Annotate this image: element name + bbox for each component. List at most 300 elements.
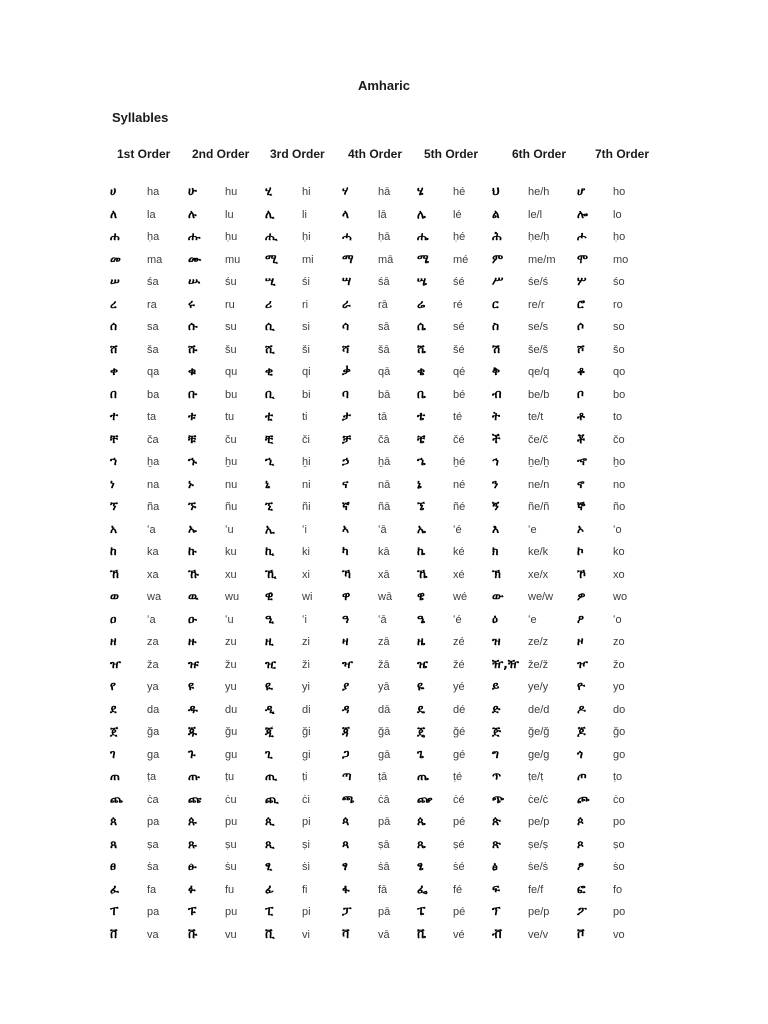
romanization: té bbox=[453, 411, 463, 423]
romanization: ʻé bbox=[453, 523, 462, 536]
syllable-row bbox=[110, 765, 658, 788]
romanization: šu bbox=[225, 343, 237, 356]
ethiopic-glyph: ዳ bbox=[342, 701, 350, 716]
syllable-row bbox=[110, 180, 658, 203]
column-header-2nd-order: 2nd Order bbox=[192, 147, 250, 161]
romanization: ke/k bbox=[528, 546, 549, 558]
romanization: ċe/ċ bbox=[528, 793, 549, 806]
romanization: ʻā bbox=[378, 613, 387, 626]
ethiopic-glyph: ጮ bbox=[577, 791, 590, 806]
ethiopic-glyph: ጹ bbox=[188, 836, 197, 851]
romanization: sa bbox=[147, 321, 159, 333]
ethiopic-glyph: ጱ bbox=[188, 814, 197, 828]
ethiopic-glyph: ጴ bbox=[417, 814, 426, 828]
ethiopic-glyph: ፋ bbox=[342, 881, 350, 896]
romanization: še/š bbox=[528, 343, 549, 356]
romanization: lu bbox=[225, 208, 234, 221]
ethiopic-glyph: ጵ bbox=[492, 814, 501, 828]
ethiopic-glyph: ሼ bbox=[417, 341, 426, 356]
romanization: pu bbox=[225, 816, 238, 828]
ethiopic-glyph: ነ bbox=[110, 476, 115, 491]
ethiopic-glyph: ሣ bbox=[342, 274, 352, 288]
ethiopic-glyph: ዐ bbox=[110, 611, 117, 626]
ethiopic-glyph: ጣ bbox=[342, 769, 352, 783]
romanization: ṡa bbox=[147, 861, 159, 873]
ethiopic-glyph: ሺ bbox=[265, 341, 275, 356]
romanization: sé bbox=[453, 321, 465, 333]
romanization: la bbox=[147, 208, 156, 221]
romanization: si bbox=[302, 321, 310, 333]
romanization: ba bbox=[147, 388, 160, 401]
romanization: ža bbox=[147, 658, 159, 671]
romanization: na bbox=[147, 478, 160, 491]
syllable-row bbox=[110, 878, 658, 901]
romanization: yi bbox=[302, 681, 310, 693]
ethiopic-glyph: ገ bbox=[110, 746, 116, 761]
romanization: zo bbox=[613, 636, 625, 648]
romanization: lo bbox=[613, 208, 622, 221]
ethiopic-glyph: ሖ bbox=[577, 229, 587, 243]
romanization: ñé bbox=[453, 501, 466, 513]
romanization: ṣo bbox=[613, 838, 625, 851]
romanization: ğo bbox=[613, 726, 626, 738]
romanization: xe/x bbox=[528, 568, 549, 581]
ethiopic-glyph: ሢ bbox=[265, 274, 276, 288]
romanization: ṣe/ṣ bbox=[528, 838, 549, 851]
romanization: ku bbox=[225, 546, 237, 558]
romanization: pā bbox=[378, 816, 391, 828]
romanization: ha bbox=[147, 186, 160, 198]
romanization: ċā bbox=[378, 793, 390, 806]
ethiopic-glyph: ሤ bbox=[417, 274, 428, 288]
romanization: tu bbox=[225, 411, 235, 423]
ethiopic-glyph: ቦ bbox=[577, 386, 584, 401]
ethiopic-glyph: ኁ bbox=[188, 454, 197, 468]
romanization: ñi bbox=[302, 501, 311, 513]
ethiopic-glyph: ለ bbox=[110, 206, 118, 221]
ethiopic-glyph: ፖ bbox=[577, 904, 587, 918]
romanization: zi bbox=[302, 636, 310, 648]
ethiopic-glyph: ል bbox=[492, 206, 500, 221]
romanization: ẖu bbox=[225, 456, 238, 468]
romanization: wa bbox=[147, 591, 162, 603]
ethiopic-glyph: ዊ bbox=[265, 589, 274, 603]
romanization: ẖi bbox=[302, 456, 311, 468]
ethiopic-glyph: ዝ bbox=[492, 634, 501, 648]
romanization: ʻo bbox=[613, 613, 622, 626]
ethiopic-glyph: ፂ bbox=[265, 859, 273, 873]
ethiopic-glyph: ሑ bbox=[188, 229, 201, 243]
ethiopic-glyph: ዔ bbox=[417, 611, 426, 626]
ethiopic-glyph: ዕ bbox=[492, 611, 498, 626]
romanization: ċa bbox=[147, 793, 159, 806]
romanization: ʻo bbox=[613, 523, 622, 536]
ethiopic-glyph: ጲ bbox=[265, 814, 275, 828]
romanization: za bbox=[147, 636, 159, 648]
ethiopic-glyph: ሓ bbox=[342, 229, 352, 243]
ethiopic-glyph: ይ bbox=[492, 679, 500, 693]
syllable-row bbox=[110, 428, 658, 451]
ethiopic-glyph: ጋ bbox=[342, 746, 350, 761]
ethiopic-glyph: ጼ bbox=[417, 836, 426, 851]
syllable-row bbox=[110, 855, 658, 878]
ethiopic-glyph: ግ bbox=[492, 746, 499, 761]
ethiopic-glyph: ሊ bbox=[265, 206, 275, 221]
ethiopic-glyph: ፐ bbox=[110, 904, 119, 918]
ethiopic-glyph: ሄ bbox=[417, 184, 424, 198]
column-header-7th-order: 7th Order bbox=[595, 147, 650, 161]
romanization: śu bbox=[225, 276, 237, 288]
ethiopic-glyph: ዬ bbox=[417, 679, 425, 693]
romanization: hu bbox=[225, 186, 238, 198]
syllable-row bbox=[110, 675, 658, 698]
romanization: qé bbox=[453, 366, 466, 378]
ethiopic-glyph: ት bbox=[492, 409, 501, 423]
ethiopic-glyph: ቡ bbox=[188, 386, 198, 401]
ethiopic-glyph: ራ bbox=[342, 296, 351, 311]
syllable-row bbox=[110, 270, 658, 293]
romanization: žā bbox=[378, 658, 390, 671]
romanization: vi bbox=[302, 928, 310, 941]
ethiopic-glyph: ፍ bbox=[492, 881, 500, 896]
ethiopic-glyph: ቆ bbox=[577, 364, 586, 378]
ethiopic-glyph: ሒ bbox=[265, 229, 278, 243]
romanization: te/t bbox=[528, 411, 544, 423]
ethiopic-glyph: ኻ bbox=[342, 566, 351, 581]
romanization: ḥu bbox=[225, 231, 238, 243]
romanization: ḥi bbox=[302, 231, 311, 243]
ethiopic-glyph: ሥ bbox=[492, 274, 504, 288]
ethiopic-glyph: ኮ bbox=[577, 544, 584, 558]
syllable-row bbox=[110, 540, 658, 563]
syllable-row bbox=[110, 383, 658, 406]
romanization: dā bbox=[378, 703, 391, 716]
romanization: gé bbox=[453, 748, 466, 761]
ethiopic-glyph: ሲ bbox=[265, 319, 275, 333]
romanization: ñe/ñ bbox=[528, 501, 550, 513]
romanization: ge/g bbox=[528, 748, 550, 761]
ethiopic-glyph: ኂ bbox=[265, 454, 275, 468]
ethiopic-glyph: አ bbox=[110, 521, 118, 536]
syllable-row bbox=[110, 900, 658, 923]
ethiopic-glyph: ቶ bbox=[577, 409, 585, 423]
romanization: ki bbox=[302, 546, 310, 558]
ethiopic-glyph: ፒ bbox=[265, 904, 274, 918]
ethiopic-glyph: ሔ bbox=[417, 229, 429, 243]
romanization: ṣu bbox=[225, 838, 237, 851]
romanization: go bbox=[613, 748, 626, 761]
romanization: qa bbox=[147, 366, 160, 378]
ethiopic-glyph: ዋ bbox=[342, 589, 351, 603]
ethiopic-glyph: ቄ bbox=[417, 364, 426, 378]
ethiopic-glyph: ኛ bbox=[342, 499, 350, 513]
ethiopic-glyph: ዉ bbox=[188, 589, 199, 603]
syllable-row bbox=[110, 608, 658, 631]
romanization: ċé bbox=[453, 793, 465, 806]
ethiopic-glyph: ጺ bbox=[265, 836, 275, 851]
syllable-row bbox=[110, 248, 658, 271]
ethiopic-glyph: ደ bbox=[110, 701, 117, 716]
ethiopic-glyph: ዞ bbox=[577, 634, 584, 648]
romanization: šo bbox=[613, 343, 625, 356]
ethiopic-glyph: ጭ bbox=[492, 791, 505, 806]
romanization: mé bbox=[453, 253, 469, 266]
ethiopic-glyph: ን bbox=[492, 476, 499, 491]
romanization: ké bbox=[453, 546, 465, 558]
ethiopic-glyph: ኄ bbox=[417, 454, 426, 468]
ethiopic-glyph: ዎ bbox=[577, 589, 586, 603]
romanization: de/d bbox=[528, 703, 550, 716]
romanization: če/č bbox=[528, 433, 549, 446]
ethiopic-glyph: ፌ bbox=[417, 881, 428, 896]
romanization: ka bbox=[147, 546, 159, 558]
ethiopic-glyph: ባ bbox=[342, 386, 349, 401]
romanization: ċu bbox=[225, 793, 237, 806]
ethiopic-glyph: ኾ bbox=[577, 566, 586, 581]
ethiopic-glyph: ጂ bbox=[265, 724, 274, 738]
romanization: no bbox=[613, 478, 626, 491]
ethiopic-glyph: ጫ bbox=[342, 791, 355, 806]
romanization: vo bbox=[613, 928, 625, 941]
ethiopic-glyph: ኤ bbox=[417, 521, 427, 536]
ethiopic-glyph: ጠ bbox=[110, 769, 120, 783]
romanization: mu bbox=[225, 253, 241, 266]
romanization: ṭā bbox=[378, 771, 388, 783]
romanization: ṣi bbox=[302, 838, 310, 851]
romanization: čé bbox=[453, 433, 465, 446]
ethiopic-glyph: ዣ bbox=[342, 656, 353, 671]
ethiopic-glyph: ጄ bbox=[417, 724, 426, 738]
ethiopic-glyph: ፕ bbox=[492, 904, 501, 918]
romanization: vé bbox=[453, 928, 465, 941]
romanization: že/ž bbox=[528, 658, 549, 671]
ethiopic-glyph: ም bbox=[492, 251, 504, 266]
syllable-row bbox=[110, 293, 658, 316]
romanization: ño bbox=[613, 501, 626, 513]
ethiopic-glyph: ጌ bbox=[417, 746, 425, 761]
romanization: ši bbox=[302, 343, 310, 356]
romanization: ṭé bbox=[453, 771, 463, 783]
ethiopic-glyph: ጨ bbox=[110, 791, 123, 806]
ethiopic-glyph: ጪ bbox=[265, 791, 279, 806]
syllable-row bbox=[110, 653, 658, 676]
romanization: po bbox=[613, 906, 626, 918]
ethiopic-glyph: ከ bbox=[110, 544, 117, 558]
ethiopic-glyph: ዱ bbox=[188, 701, 198, 716]
romanization: he/h bbox=[528, 186, 550, 198]
ethiopic-glyph: ኬ bbox=[417, 544, 426, 558]
romanization: ʻe bbox=[528, 523, 537, 536]
ethiopic-glyph: ዜ bbox=[417, 634, 426, 648]
romanization: ru bbox=[225, 298, 235, 311]
syllable-row bbox=[110, 720, 658, 743]
ethiopic-glyph: ጅ bbox=[492, 724, 501, 738]
ethiopic-glyph: ኢ bbox=[265, 521, 275, 536]
ethiopic-glyph: ሪ bbox=[265, 296, 273, 311]
syllable-row bbox=[110, 630, 658, 653]
romanization: ša bbox=[147, 343, 159, 356]
ethiopic-glyph: ቱ bbox=[188, 409, 197, 423]
ethiopic-glyph: ቀ bbox=[110, 364, 119, 378]
romanization: yu bbox=[225, 681, 237, 693]
ethiopic-glyph: ሞ bbox=[577, 251, 588, 266]
syllable-row bbox=[110, 315, 658, 338]
romanization: śé bbox=[453, 276, 465, 288]
ethiopic-glyph: ሕ bbox=[492, 229, 502, 243]
romanization: gi bbox=[302, 748, 311, 761]
column-header-4th-order: 4th Order bbox=[348, 147, 403, 161]
ethiopic-glyph: ች bbox=[492, 431, 501, 446]
ethiopic-glyph: ዪ bbox=[265, 679, 273, 693]
ethiopic-glyph: ሳ bbox=[342, 319, 350, 333]
romanization: žu bbox=[225, 658, 237, 671]
romanization: pa bbox=[147, 906, 160, 918]
romanization: lā bbox=[378, 208, 387, 221]
ethiopic-glyph: መ bbox=[110, 251, 121, 266]
romanization: xa bbox=[147, 568, 159, 581]
ethiopic-glyph: ሴ bbox=[417, 319, 426, 333]
romanization: ğé bbox=[453, 726, 466, 738]
ethiopic-glyph: ዙ bbox=[188, 634, 197, 648]
romanization: mā bbox=[378, 253, 394, 266]
romanization: ñā bbox=[378, 501, 391, 513]
romanization: pe/p bbox=[528, 816, 550, 828]
romanization: da bbox=[147, 703, 160, 716]
romanization: śo bbox=[613, 276, 625, 288]
ethiopic-glyph: ሬ bbox=[417, 296, 426, 311]
ethiopic-glyph: ኆ bbox=[577, 454, 587, 468]
romanization: ğa bbox=[147, 726, 160, 738]
column-header-3rd-order: 3rd Order bbox=[270, 147, 325, 161]
ethiopic-glyph: ህ bbox=[492, 184, 500, 198]
romanization: ṣé bbox=[453, 838, 465, 851]
ethiopic-glyph: ቂ bbox=[265, 364, 274, 378]
romanization: bu bbox=[225, 388, 238, 401]
romanization: yā bbox=[378, 681, 390, 693]
romanization: ʻe bbox=[528, 613, 537, 626]
romanization: ʻi bbox=[302, 523, 307, 536]
ethiopic-glyph: ፄ bbox=[417, 859, 424, 873]
romanization: ʻu bbox=[225, 523, 234, 536]
romanization: ti bbox=[302, 411, 308, 423]
romanization: pé bbox=[453, 816, 466, 828]
romanization: ṣa bbox=[147, 838, 159, 851]
romanization: ḥo bbox=[613, 231, 626, 243]
romanization: wi bbox=[302, 591, 313, 603]
romanization: či bbox=[302, 433, 310, 446]
ethiopic-glyph: ዚ bbox=[265, 634, 274, 648]
romanization: ré bbox=[453, 298, 463, 311]
romanization: wu bbox=[225, 591, 240, 603]
ethiopic-glyph: ሾ bbox=[577, 341, 585, 356]
ethiopic-glyph: ጩ bbox=[188, 791, 202, 806]
ethiopic-glyph: ኼ bbox=[417, 566, 428, 581]
romanization: ya bbox=[147, 681, 159, 693]
romanization: yo bbox=[613, 681, 625, 693]
romanization: ğu bbox=[225, 726, 238, 738]
ethiopic-glyph: ኖ bbox=[577, 476, 585, 491]
romanization: ʻa bbox=[147, 613, 156, 626]
romanization: ẖā bbox=[378, 456, 391, 468]
romanization: xé bbox=[453, 568, 465, 581]
romanization: fé bbox=[453, 883, 463, 896]
ethiopic-glyph: ሦ bbox=[577, 274, 587, 288]
ethiopic-glyph: ሂ bbox=[265, 184, 272, 198]
romanization: pā bbox=[378, 906, 391, 918]
ethiopic-glyph: ዲ bbox=[265, 701, 275, 716]
column-header-5th-order: 5th Order bbox=[424, 147, 479, 161]
ethiopic-glyph: ታ bbox=[342, 409, 351, 423]
ethiopic-glyph: ሹ bbox=[188, 341, 198, 356]
ethiopic-glyph: ቸ bbox=[110, 431, 119, 446]
ethiopic-glyph: ኀ bbox=[110, 454, 118, 468]
syllable-row bbox=[110, 405, 658, 428]
ethiopic-glyph: ቴ bbox=[417, 409, 426, 423]
romanization: ni bbox=[302, 478, 311, 491]
column-header-6th-order: 6th Order bbox=[512, 147, 567, 161]
ethiopic-glyph: ቪ bbox=[265, 926, 275, 941]
ethiopic-glyph: ተ bbox=[110, 409, 119, 423]
romanization: ṡo bbox=[613, 861, 625, 873]
romanization: šā bbox=[378, 343, 390, 356]
ethiopic-glyph: ሀ bbox=[110, 184, 117, 198]
romanization: ği bbox=[302, 726, 311, 738]
ethiopic-glyph: ኹ bbox=[188, 566, 199, 581]
ethiopic-glyph: ቁ bbox=[188, 364, 197, 378]
ethiopic-glyph: ፀ bbox=[110, 859, 116, 873]
syllable-row bbox=[110, 518, 658, 541]
romanization: ḥe/ḥ bbox=[528, 231, 550, 243]
table-header-row bbox=[110, 147, 658, 180]
romanization: vā bbox=[378, 928, 390, 941]
romanization: li bbox=[302, 208, 307, 221]
ethiopic-glyph: ቤ bbox=[417, 386, 427, 401]
ethiopic-glyph: ፈ bbox=[110, 881, 120, 896]
ethiopic-glyph: ጽ bbox=[492, 836, 501, 851]
romanization: po bbox=[613, 816, 626, 828]
romanization: zu bbox=[225, 636, 237, 648]
ethiopic-glyph: ፉ bbox=[188, 881, 196, 896]
romanization: bé bbox=[453, 388, 466, 401]
romanization: ze/z bbox=[528, 636, 549, 648]
ethiopic-glyph: ቮ bbox=[577, 926, 585, 941]
ethiopic-glyph: ኡ bbox=[188, 521, 197, 536]
syllable-row bbox=[110, 810, 658, 833]
romanization: se/s bbox=[528, 321, 549, 333]
ethiopic-glyph: ፁ bbox=[188, 859, 197, 873]
romanization: su bbox=[225, 321, 237, 333]
romanization: ve/v bbox=[528, 928, 549, 941]
romanization: to bbox=[613, 411, 623, 423]
romanization: zā bbox=[378, 636, 390, 648]
romanization: wo bbox=[613, 591, 628, 603]
ethiopic-glyph: ጆ bbox=[577, 724, 586, 738]
ethiopic-glyph: ዡ bbox=[188, 656, 199, 671]
romanization: rā bbox=[378, 298, 388, 311]
romanization: ži bbox=[302, 658, 310, 671]
ethiopic-glyph: ዖ bbox=[577, 611, 585, 626]
syllable-row bbox=[110, 585, 658, 608]
romanization: qā bbox=[378, 366, 391, 378]
syllable-table bbox=[110, 147, 658, 945]
ethiopic-glyph: ሜ bbox=[417, 251, 430, 266]
romanization: ʻā bbox=[378, 523, 387, 536]
romanization: sā bbox=[378, 321, 390, 333]
ethiopic-glyph: ሎ bbox=[577, 206, 588, 221]
ethiopic-glyph: ዘ bbox=[110, 634, 117, 648]
ethiopic-glyph: ው bbox=[492, 589, 504, 603]
romanization: fi bbox=[302, 883, 308, 896]
